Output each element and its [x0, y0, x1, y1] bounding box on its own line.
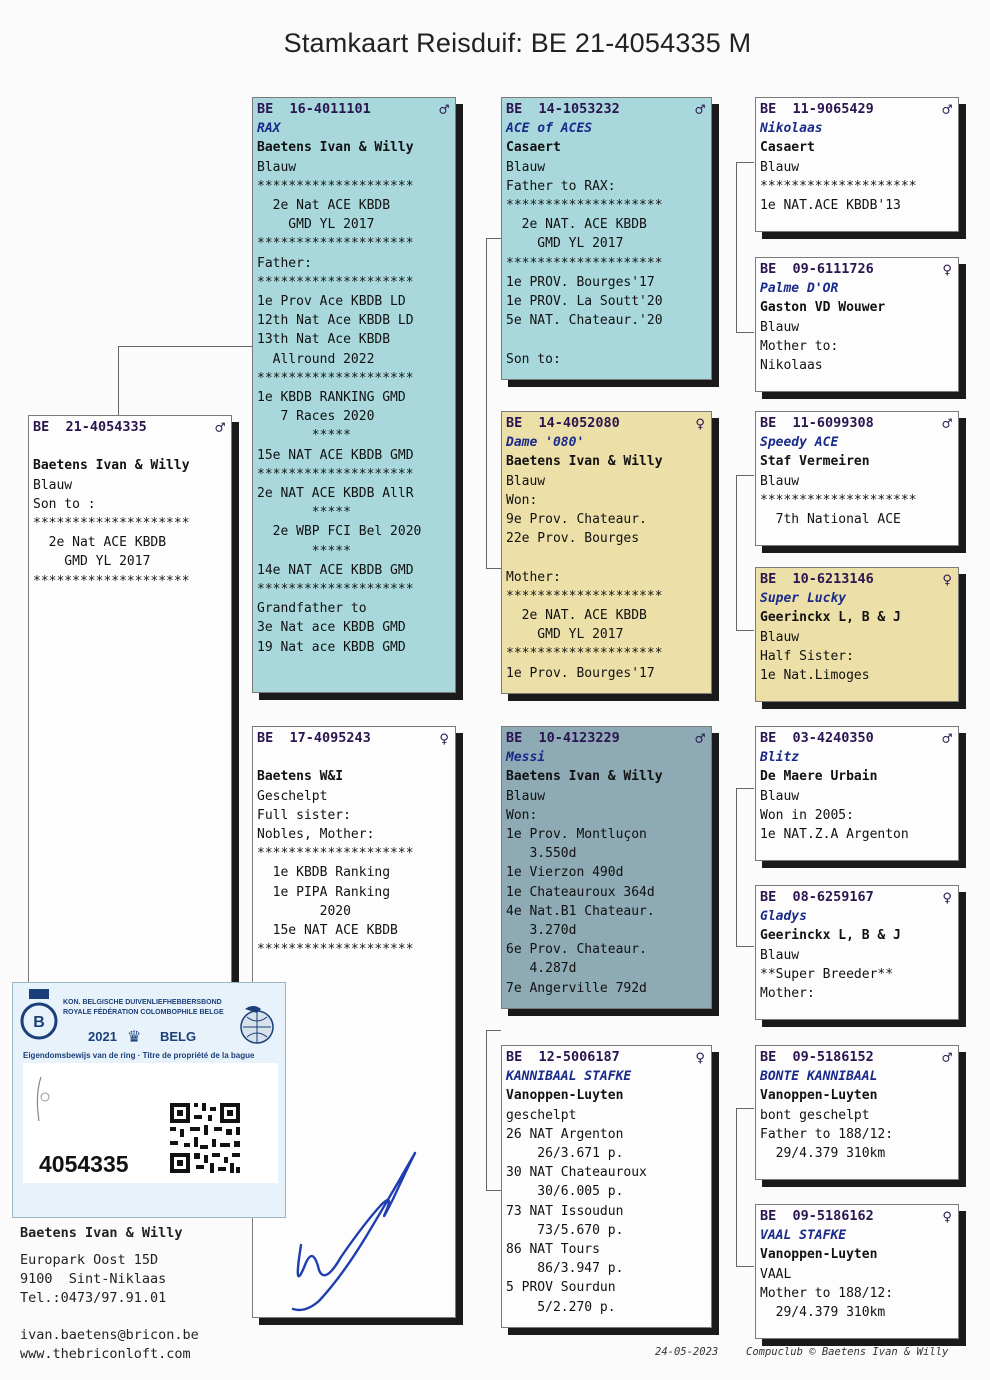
- breeder-name: Vanoppen-Luyten: [760, 1088, 878, 1104]
- connector: [486, 1030, 501, 1031]
- card-header: [760, 100, 954, 119]
- card-info-line: ********************: [257, 942, 414, 958]
- female-icon: ♀: [942, 888, 952, 907]
- ring-number: BE 16-4011101: [257, 101, 371, 117]
- ring-number: BE 14-1053232: [506, 101, 620, 117]
- card-info-line: ********************: [33, 573, 190, 589]
- card-info-line: GMD YL 2017: [506, 627, 624, 643]
- card-info-line: ********************: [760, 178, 917, 194]
- card-info-line: Blauw: [760, 788, 800, 804]
- card-info-line: 1e Vierzon 490d: [506, 865, 624, 881]
- card-info-line: Geschelpt: [257, 788, 328, 804]
- breeder-name: Gaston VD Wouwer: [760, 300, 886, 316]
- breeder-name: Geerinckx L, B & J: [760, 610, 901, 626]
- card-header: [760, 729, 954, 748]
- breeder-name: Casaert: [760, 140, 815, 156]
- pigeon-name: Blitz: [760, 750, 800, 766]
- card-info-line: 5e NAT. Chateaur.'20: [506, 313, 663, 329]
- card-info-line: GMD YL 2017: [33, 554, 151, 570]
- card-info-line: 29/4.379 310km: [760, 1305, 886, 1321]
- ring-card-subtitle: Eigendomsbewijs van de ring · Titre de propriété de la bague: [23, 1051, 255, 1060]
- card-header: [257, 100, 451, 119]
- ring-number: BE 08-6259167: [760, 889, 874, 905]
- card-info-line: Grandfather to: [257, 601, 367, 617]
- card-info-line: 14e NAT ACE KBDB GMD: [257, 562, 414, 578]
- female-icon: ♀: [439, 729, 449, 748]
- pedigree-card-sdd: [755, 567, 959, 702]
- pigeon-name: RAX: [257, 121, 281, 137]
- card-info-line: Full sister:: [257, 807, 351, 823]
- pigeon-name: [257, 748, 451, 767]
- card-info-line: Blauw: [760, 319, 800, 335]
- male-icon: ♂: [942, 729, 952, 748]
- pigeon-name: Dame '080': [506, 435, 585, 451]
- pedigree-card-sire-dam: [501, 411, 712, 694]
- card-info-line: 30 NAT Chateauroux: [506, 1165, 647, 1181]
- connector: [486, 1030, 487, 1190]
- card-header: [506, 414, 707, 433]
- card-info-line: 22e Prov. Bourges: [506, 531, 640, 547]
- card-info-line: 1e PROV. Bourges'17: [506, 274, 655, 290]
- breeder-name: Vanoppen-Luyten: [506, 1088, 624, 1104]
- breeder-name: Staf Vermeiren: [760, 454, 870, 470]
- connector: [736, 332, 754, 333]
- pigeon-globe-icon: [235, 1001, 279, 1045]
- card-info-line: 2020: [257, 903, 351, 919]
- ring-number: BE 09-5186162: [760, 1208, 874, 1224]
- card-header: [506, 1048, 707, 1067]
- breeder-name: De Maere Urbain: [760, 769, 878, 785]
- card-info-line: ********************: [506, 198, 663, 214]
- crown-icon: ♛: [127, 1029, 142, 1046]
- ring-number: BE 09-6111726: [760, 261, 874, 277]
- ring-country: BELG: [160, 1029, 197, 1044]
- card-info-line: 73 NAT Issoudun: [506, 1203, 624, 1219]
- card-info-line: 26 NAT Argenton: [506, 1126, 624, 1142]
- card-info-line: 2e NAT. ACE KBDB: [506, 217, 647, 233]
- ring-number: BE 17-4095243: [257, 730, 371, 746]
- card-info-line: 86 NAT Tours: [506, 1242, 600, 1258]
- svg-text:B: B: [33, 1014, 45, 1031]
- card-info-line: Blauw: [506, 159, 546, 175]
- page-title: Stamkaart Reisduif: BE 21-4054335 M: [283, 28, 752, 58]
- software-credit: Compuclub © Baetens Ivan & Willy: [746, 1346, 949, 1358]
- print-date: 24-05-2023: [655, 1346, 719, 1358]
- connector: [486, 568, 501, 569]
- breeder-name: Casaert: [506, 140, 561, 156]
- card-info-line: ********************: [257, 274, 414, 290]
- female-icon: ♀: [695, 1048, 705, 1067]
- male-icon: ♂: [942, 414, 952, 433]
- card-info-line: 1e Prov Ace KBDB LD: [257, 294, 406, 310]
- connector: [736, 162, 737, 332]
- card-info-line: 1e Prov. Montluçon: [506, 827, 647, 843]
- card-info-line: Allround 2022: [257, 351, 375, 367]
- card-info-line: Nikolaas: [760, 358, 823, 374]
- connector: [736, 946, 754, 947]
- pigeon-name: Super Lucky: [760, 591, 847, 607]
- pigeon-name: Gladys: [760, 909, 807, 925]
- card-info-line: Son to :: [33, 496, 96, 512]
- connector: [736, 162, 754, 163]
- card-info-line: [506, 548, 707, 567]
- card-info-line: 1e PIPA Ranking: [257, 884, 391, 900]
- male-icon: ♂: [695, 100, 705, 119]
- female-icon: ♀: [942, 570, 952, 589]
- connector: [736, 1266, 754, 1267]
- card-info-line: 2e NAT. ACE KBDB: [506, 608, 647, 624]
- ring-ownership-card: [12, 982, 286, 1218]
- connector: [486, 238, 501, 239]
- card-header: [760, 888, 954, 907]
- card-info-line: Father to 188/12:: [760, 1126, 894, 1142]
- ring-year: 2021: [88, 1029, 117, 1044]
- card-info-line: ********************: [257, 178, 414, 194]
- card-info-line: ********************: [506, 588, 663, 604]
- male-icon: ♂: [695, 729, 705, 748]
- qr-code-icon: [168, 1101, 242, 1175]
- card-info-line: ********************: [257, 846, 414, 862]
- card-info-line: 1e PROV. La Soutt'20: [506, 294, 663, 310]
- pigeon-name: [33, 437, 227, 456]
- connector: [486, 1190, 501, 1191]
- owner-address-line1: Europark Oost 15D: [20, 1252, 159, 1268]
- pedigree-card-dsd: [755, 885, 959, 1020]
- card-info-line: Blauw: [760, 629, 800, 645]
- male-icon: ♂: [439, 100, 449, 119]
- card-info-line: 15e NAT ACE KBDB GMD: [257, 447, 414, 463]
- org-name-nl: KON. BELGISCHE DUIVENLIEFHEBBERSBOND: [63, 999, 222, 1006]
- breeder-name: Baetens W&I: [257, 769, 344, 785]
- card-info-line: Blauw: [506, 788, 546, 804]
- owner-email: ivan.baetens@bricon.be: [20, 1327, 199, 1343]
- connector: [736, 1108, 754, 1109]
- card-info-line: 4.287d: [506, 961, 577, 977]
- ring-number: BE 11-6099308: [760, 415, 874, 431]
- ring-number: BE 10-6213146: [760, 571, 874, 587]
- female-icon: ♀: [942, 260, 952, 279]
- breeder-name: Geerinckx L, B & J: [760, 928, 901, 944]
- pigeon-name: Messi: [506, 750, 546, 766]
- card-info-line: Father:: [257, 255, 312, 271]
- federation-logo: [19, 989, 59, 1041]
- pigeon-name: VAAL STAFKE: [760, 1228, 847, 1244]
- card-info-line: 86/3.947 p.: [506, 1261, 624, 1277]
- card-info-line: ********************: [257, 370, 414, 386]
- card-info-line: Won in 2005:: [760, 807, 854, 823]
- card-info-line: ********************: [760, 492, 917, 508]
- handwritten-signature: [283, 1145, 423, 1315]
- card-info-line: [506, 330, 707, 349]
- card-info-line: 1e NAT.Z.A Argenton: [760, 827, 909, 843]
- ring-number: BE 12-5006187: [506, 1049, 620, 1065]
- breeder-name: Baetens Ivan & Willy: [33, 458, 190, 474]
- pigeon-name: Nikolaas: [760, 121, 823, 137]
- pedigree-card-ddd: [755, 1204, 959, 1339]
- male-icon: ♂: [942, 100, 952, 119]
- card-header: [506, 729, 707, 748]
- card-info-line: 7 Races 2020: [257, 409, 375, 425]
- card-header: [257, 729, 451, 748]
- card-info-line: Blauw: [33, 477, 73, 493]
- card-info-line: Won:: [506, 807, 538, 823]
- breeder-name: Baetens Ivan & Willy: [506, 454, 663, 470]
- card-header: [760, 414, 954, 433]
- card-info-line: *****: [257, 505, 351, 521]
- card-info-line: Mother to:: [760, 338, 839, 354]
- pedigree-card-sire-sire: [501, 97, 712, 380]
- owner-address-line2: 9100 Sint-Niklaas: [20, 1271, 167, 1287]
- card-info-line: 29/4.379 310km: [760, 1146, 886, 1162]
- male-icon: ♂: [942, 1048, 952, 1067]
- pigeon-name: KANNIBAAL STAFKE: [506, 1069, 632, 1085]
- card-info-line: Mother:: [506, 569, 561, 585]
- pedigree-card-dss: [755, 726, 959, 861]
- card-info-line: 13th Nat Ace KBDB: [257, 332, 391, 348]
- connector: [736, 475, 754, 476]
- card-info-line: 12th Nat Ace KBDB LD: [257, 313, 414, 329]
- card-info-line: 30/6.005 p.: [506, 1184, 624, 1200]
- card-info-line: ********************: [257, 236, 414, 252]
- owner-website: www.thebriconloft.com: [20, 1346, 191, 1362]
- card-info-line: VAAL: [760, 1266, 792, 1282]
- male-icon: ♂: [215, 418, 225, 437]
- pedigree-card-sire: [252, 97, 456, 693]
- owner-phone: Tel.:0473/97.91.01: [20, 1290, 167, 1306]
- card-info-line: 7th National ACE: [760, 512, 901, 528]
- card-info-line: GMD YL 2017: [506, 236, 624, 252]
- card-info-line: 9e Prov. Chateaur.: [506, 512, 647, 528]
- ring-number: BE 03-4240350: [760, 730, 874, 746]
- card-info-line: 6e Prov. Chateaur.: [506, 942, 647, 958]
- card-info-line: Won:: [506, 492, 538, 508]
- card-info-line: Half Sister:: [760, 648, 854, 664]
- connector: [736, 1108, 737, 1266]
- pigeon-name: Speedy ACE: [760, 435, 839, 451]
- card-info-line: Blauw: [506, 473, 546, 489]
- female-icon: ♀: [942, 1207, 952, 1226]
- pedigree-card-subject: [28, 415, 232, 1007]
- connector: [736, 788, 737, 946]
- connector: [118, 346, 119, 416]
- org-name-fr: ROYALE FÉDÉRATION COLOMBOPHILE BELGE: [63, 1009, 224, 1016]
- card-info-line: ********************: [257, 582, 414, 598]
- pigeon-name: ACE of ACES: [506, 121, 593, 137]
- ring-number: BE 09-5186152: [760, 1049, 874, 1065]
- card-header: [760, 1207, 954, 1226]
- card-header: [760, 260, 954, 279]
- ring-number: BE 21-4054335: [33, 419, 147, 435]
- card-info-line: 1e KBDB RANKING GMD: [257, 390, 406, 406]
- card-info-line: geschelpt: [506, 1107, 577, 1123]
- card-info-line: 4e Nat.B1 Chateaur.: [506, 903, 655, 919]
- pedigree-card-dam-sire: [501, 726, 712, 1009]
- owner-name: Baetens Ivan & Willy: [20, 1225, 183, 1241]
- card-info-line: 3.550d: [506, 846, 577, 862]
- card-info-line: Blauw: [257, 159, 297, 175]
- card-header: [506, 100, 707, 119]
- card-info-line: *****: [257, 543, 351, 559]
- card-info-line: 73/5.670 p.: [506, 1222, 624, 1238]
- card-info-line: 5/2.270 p.: [506, 1299, 616, 1315]
- card-info-line: Blauw: [760, 473, 800, 489]
- card-info-line: Blauw: [760, 947, 800, 963]
- ring-number: BE 14-4052080: [506, 415, 620, 431]
- pigeon-name: Palme D'OR: [760, 281, 839, 297]
- connector: [736, 788, 754, 789]
- breeder-name: Baetens Ivan & Willy: [257, 140, 414, 156]
- card-info-line: 1e KBDB Ranking: [257, 865, 391, 881]
- card-info-line: 19 Nat ace KBDB GMD: [257, 639, 406, 655]
- card-info-line: **Super Breeder**: [760, 966, 894, 982]
- card-info-line: Father to RAX:: [506, 178, 616, 194]
- card-info-line: ********************: [506, 255, 663, 271]
- card-info-line: Nobles, Mother:: [257, 827, 375, 842]
- card-info-line: 1e NAT.ACE KBDB'13: [760, 198, 901, 214]
- card-info-line: 2e NAT ACE KBDB AllR: [257, 486, 414, 502]
- card-info-line: 15e NAT ACE KBDB: [257, 923, 398, 939]
- card-info-line: GMD YL 2017: [257, 217, 375, 233]
- pigeon-name: BONTE KANNIBAAL: [760, 1069, 878, 1085]
- card-info-line: 1e Prov. Bourges'17: [506, 665, 655, 681]
- pedigree-card-dds: [755, 1045, 959, 1180]
- connector: [736, 630, 754, 631]
- ring-number: BE 10-4123229: [506, 730, 620, 746]
- ring-number: BE 11-9065429: [760, 101, 874, 117]
- card-header: [760, 570, 954, 589]
- card-info-line: *****: [257, 428, 351, 444]
- card-info-line: Son to:: [506, 351, 561, 367]
- card-info-line: ********************: [506, 646, 663, 662]
- card-info-line: 3.270d: [506, 923, 577, 939]
- connector: [486, 238, 487, 568]
- card-info-line: 7e Angerville 792d: [506, 980, 647, 996]
- card-header: [33, 418, 227, 437]
- card-info-line: 26/3.671 p.: [506, 1146, 624, 1162]
- card-info-line: ********************: [33, 516, 190, 531]
- card-info-line: 1e Chateauroux 364d: [506, 884, 655, 900]
- ring-number: 4054335: [39, 1151, 129, 1177]
- connector: [118, 346, 252, 347]
- pedigree-card-sds: [755, 411, 959, 546]
- female-icon: ♀: [695, 414, 705, 433]
- pedigree-card-ssd: [755, 257, 959, 392]
- card-info-line: 2e Nat ACE KBDB: [257, 198, 391, 214]
- card-info-line: 2e Nat ACE KBDB: [33, 535, 167, 551]
- card-info-line: bont geschelpt: [760, 1107, 870, 1123]
- pedigree-card-dam-dam: [501, 1045, 712, 1328]
- card-info-line: ********************: [257, 466, 414, 482]
- card-info-line: 3e Nat ace KBDB GMD: [257, 620, 406, 636]
- staple-icon: [31, 1075, 51, 1125]
- card-info-line: 2e WBP FCI Bel 2020: [257, 524, 422, 540]
- card-info-line: 5 PROV Sourdun: [506, 1280, 616, 1296]
- card-info-line: Mother to 188/12:: [760, 1285, 894, 1301]
- card-info-line: 1e Nat.Limoges: [760, 668, 870, 684]
- card-info-line: Blauw: [760, 159, 800, 175]
- card-header: [760, 1048, 954, 1067]
- card-info-line: Mother:: [760, 986, 815, 1002]
- breeder-name: Vanoppen-Luyten: [760, 1247, 878, 1263]
- breeder-name: Baetens Ivan & Willy: [506, 769, 663, 785]
- pedigree-card-sss: [755, 97, 959, 232]
- connector: [736, 475, 737, 630]
